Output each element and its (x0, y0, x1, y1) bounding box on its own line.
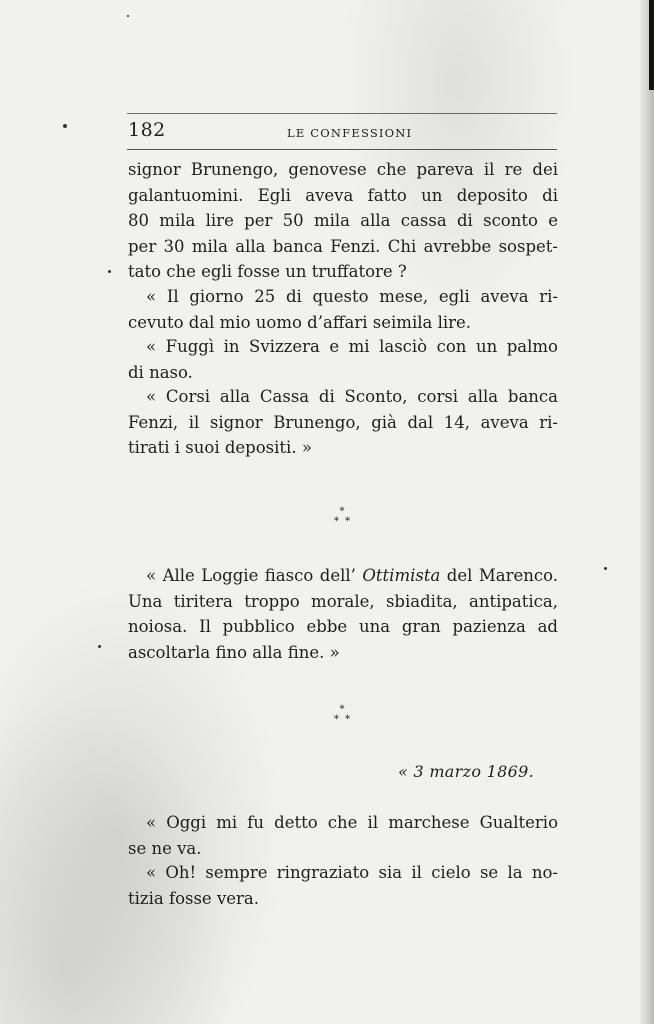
scan-speck (604, 567, 607, 570)
text-line: tirati i suoi depositi. » (128, 438, 312, 457)
text-line: « Oh! sempre ringraziato sia il cielo se la no- (146, 863, 558, 882)
text-line: ascoltarla fino alla fine. » (128, 642, 340, 662)
paragraph-7 (128, 860, 558, 911)
asterism-star: * (339, 704, 345, 715)
page-edge-shadow (649, 0, 654, 90)
scan-speck (98, 645, 101, 648)
paragraph-4 (128, 384, 558, 461)
text-line: 80 mila lire per 50 mila alla cassa di sconto e (128, 211, 558, 230)
page-edge (640, 0, 654, 1024)
text-line: signor Brunengo, genovese che pareva il re dei (128, 160, 558, 179)
text-line: cevuto dal mio uomo d’affari seimila lire. (128, 312, 472, 332)
text-run: « Alle Loggie fiasco dell’ (146, 566, 363, 585)
text-line: « Oggi mi fu detto che il marchese Gualterio (146, 813, 558, 832)
running-title: LE CONFESSIONI (287, 126, 413, 140)
scan-speck (108, 270, 111, 273)
text-line: Fenzi, il signor Brunengo, già dal 14, aveva ri- (128, 412, 558, 432)
page-number: 182 (128, 119, 166, 141)
asterism-star-pair (322, 715, 362, 725)
asterism-separator (322, 705, 362, 729)
paragraph-1 (128, 157, 558, 285)
asterism-star: * (345, 516, 351, 527)
text-line: Una tiritera troppo morale, sbiadita, antipatica, (128, 591, 558, 611)
text-line: « Corsi alla Cassa di Sconto, corsi alla banca (146, 387, 558, 406)
text-line: se ne va. (128, 838, 202, 858)
scan-speck (63, 124, 67, 128)
asterism-separator (322, 507, 362, 531)
header-rule-bottom (127, 149, 557, 150)
text-line: « Il giorno 25 di questo mese, egli aveva ri- (146, 287, 558, 306)
text-line: galantuomini. Egli aveva fatto un deposito di (128, 185, 558, 205)
text-line: « Fuggì in Svizzera e mi lasciò con un palmo (146, 337, 558, 356)
text-run: del Marenco. (440, 566, 559, 585)
play-title: Ottimista (362, 566, 441, 585)
asterism-star: * (333, 714, 339, 725)
text-line: di naso. (128, 362, 193, 382)
paragraph-6 (128, 810, 558, 861)
text-line: noiosa. Il pubblico ebbe una gran pazienza ad (128, 617, 558, 636)
text-line: tizia fosse vera. (128, 888, 260, 908)
paragraph-2 (128, 284, 558, 335)
asterism-star: * (345, 714, 351, 725)
paragraph-3 (128, 334, 558, 385)
paragraph-5 (128, 563, 558, 665)
text-line (128, 563, 558, 589)
asterism-star-pair (322, 517, 362, 527)
dateline: « 3 marzo 1869. (398, 762, 534, 781)
asterism-star: * (333, 516, 339, 527)
text-line: per 30 mila alla banca Fenzi. Chi avrebbe sospet- (128, 236, 558, 256)
text-line: tato che egli fosse un truffatore ? (128, 262, 407, 281)
asterism-star: * (339, 506, 345, 517)
header-rule-top (127, 113, 557, 114)
scan-speck (127, 15, 129, 17)
